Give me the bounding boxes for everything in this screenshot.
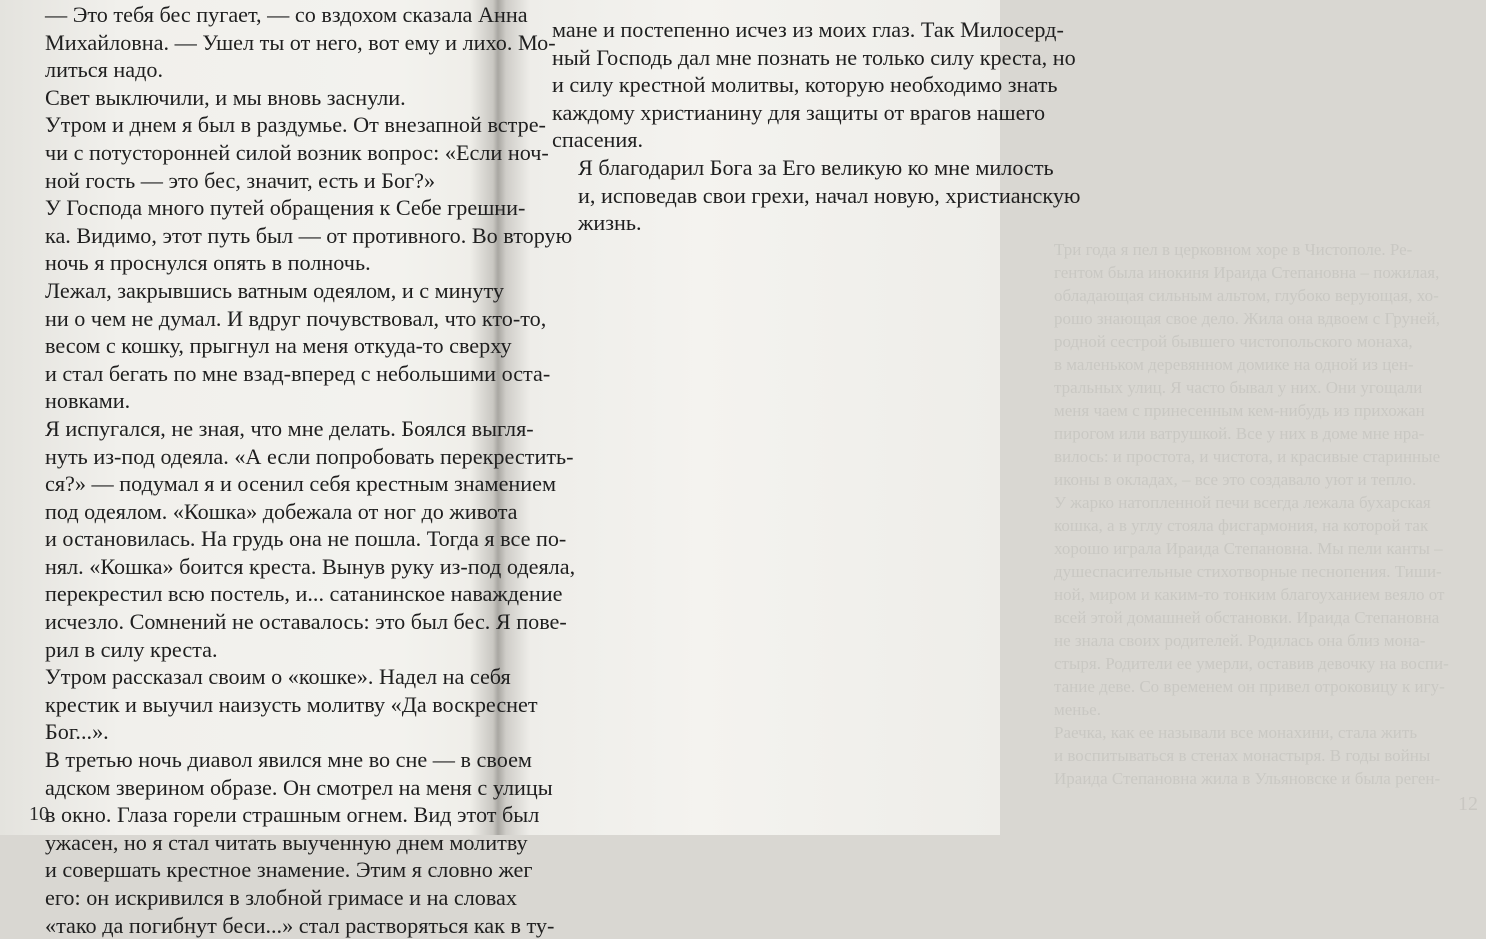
right-page-text <box>552 16 1081 237</box>
left-page-text <box>19 1 576 939</box>
paragraph: Я испугался, не зная, что мне делать. Боялся выгля- нуть из-под одеяла. «А если попробовать перекрестить- ся?» — подумал я и осенил себя крестным знамением под одеялом. «Кошка» добежала от ног до живота и остановилась. На грудь она не пошла. Тогда я все по- нял. «Кошка» боится креста. Вынув руку из-под одеяла, перекрестил всю постель, и... сатанинское наваждение исчезло. Сомнений не оставалось: это был бес. Я пове- рил в силу креста. <box>45 415 576 662</box>
paragraph: Лежал, закрывшись ватным одеялом, и с минуту ни о чем не думал. И вдруг почувствовал, что кто-то, весом с кошку, прыгнул на меня откуда-то сверху и стал бегать по мне взад-вперед с небольшими оста- новками. <box>45 277 551 414</box>
paragraph: — Это тебя бес пугает, — со вздохом сказала Анна Михайловна. — Ушел ты от него, вот ему и лихо. Мо- литься надо. <box>45 2 556 83</box>
paragraph: В третью ночь диавол явился мне во сне — в своем адском зверином образе. Он смотрел на меня с улицы в окно. Глаза горели страшным огнем. Вид этот был ужасен, но я стал читать выученную днем молитву и совершать крестное знамение. Этим я словно жег его: он искривился в злобной гримасе и на словах «тако да погибнут беси...» стал растворяться как в ту- <box>45 747 555 938</box>
paragraph: Свет выключили, и мы вновь заснули. <box>45 84 406 110</box>
paragraph: У Господа много путей обращения к Себе грешни- ка. Видимо, этот путь был — от противного. Во вторую ночь я проснулся опять в полночь. <box>45 195 573 276</box>
page-number: 10 <box>29 803 49 825</box>
show-through-text: Три года я пел в церковном хоре в Чистополе. Ре- гентом была инокиня Ираида Степановна – пожилая, обладающая сильным альтом, глубоко верующая, хо- рошо знающая свое дело. Жила она вдвоем с Груней, родной сестрой бывшего чистопольского монаха, в маленьком деревянном домике на одной из цен- тральных улиц. Я часто бывал у них. Они угощали меня чаем с принесенным кем-нибудь из прихожан пирогом или ватрушкой. Все у них в доме мне нра- вилось: и простота, и чистота, и красивые старинные иконы в окладах, – все это создавало уют и тепло. У жарко натопленной печи всегда лежала бухарская кошка, а в углу стояла фисгармония, на которой так хорошо играла Ираида Степановна. Мы пели канты – душеспасительные стихотворные песнопения. Тиши- ной, миром и каким-то тонким благоуханием веяло от всей этой домашней обстановки. Ираида Степановна не знала своих родителей. Родилась она близ мона- стыря. Родители ее умерли, оставив девочку на воспи- тание деве. Со временем он привел отроковицу к игу- менье. Раечка, как ее называли все монахини, стала жить и воспитываться в стенах монастыря. В годы войны Ираида Степановна жила в Ульяновске и была реген- <box>1054 240 1449 788</box>
paragraph: Утром рассказал своим о «кошке». Надел на себя крестик и выучил наизусть молитву «Да воскреснет Бог...». <box>45 664 538 745</box>
paragraph: Утром и днем я был в раздумье. От внезапной встре- чи с потусторонней силой возник вопрос: «Если ноч- ной гость — это бес, значит, есть и Бог?» <box>45 112 549 193</box>
paragraph: мане и постепенно исчез из моих глаз. Так Милосерд- ный Господь дал мне познать не только силу креста, но и силу крестной молитвы, которую необходимо знать каждому христианину для защиты от врагов нашего спасения. <box>552 17 1076 153</box>
paragraph: Я благодарил Бога за Его великую ко мне милость и, исповедав свои грехи, начал новую, христианскую жизнь. <box>578 154 1081 236</box>
page-number: 12 <box>1458 793 1478 815</box>
